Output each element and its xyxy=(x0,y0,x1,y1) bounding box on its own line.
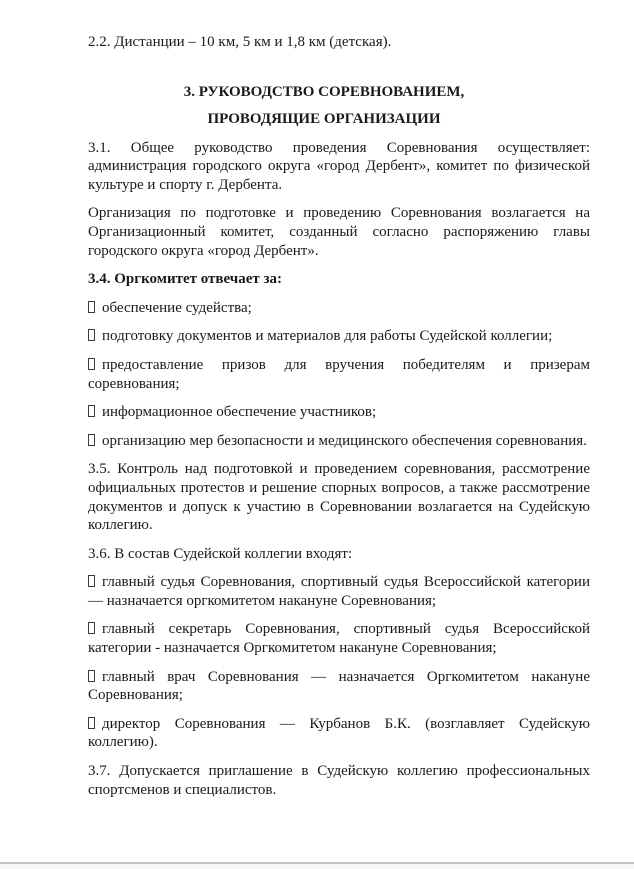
page-break-gap xyxy=(0,864,634,869)
paragraph-3-6: 3.6. В состав Судейской коллегии входят: xyxy=(88,545,353,562)
bullet-item xyxy=(88,356,590,393)
section-heading-line1: 3. РУКОВОДСТВО СОРЕВНОВАНИЕМ, xyxy=(183,83,465,100)
bullet-item xyxy=(88,432,590,451)
missing-glyph-box-icon xyxy=(88,329,95,341)
bullet-item-text: главный судья Соревнования, спортивный судья Всероссийской категории — назначается оргкомитетом накануне Соревнования; xyxy=(88,574,590,609)
bullet-item-text: главный врач Соревнования — назначается Оргкомитетом накануне Соревнования; xyxy=(88,668,590,704)
missing-glyph-box-icon xyxy=(88,434,95,446)
paragraph-3-5: 3.5. Контроль над подготовкой и проведением соревнования, рассмотрение официальных протестов и решение спорных вопросов, а также рассмотрение документов и допуск к участию в Соревновании возлагается на Судейскую коллегию. xyxy=(88,461,590,534)
bullet-item xyxy=(88,573,590,610)
bullet-item xyxy=(88,668,590,705)
bullet-item-text: обеспечение судейства; xyxy=(102,299,252,316)
bullet-item xyxy=(88,620,590,657)
missing-glyph-box-icon xyxy=(88,301,95,313)
missing-glyph-box-icon xyxy=(88,717,95,729)
bullet-item-text: предоставление призов для вручения победителям и призерам соревнования; xyxy=(88,356,590,392)
section-heading-line2: ПРОВОДЯЩИЕ ОРГАНИЗАЦИИ xyxy=(207,110,441,127)
bullet-list-3-6 xyxy=(88,573,590,752)
bullet-item xyxy=(88,403,590,422)
bullet-item-text: информационное обеспечение участников; xyxy=(102,404,377,421)
bullet-item-text: главный секретарь Соревнования, спортивный судья Всероссийской категории - назначается Оргкомитетом накануне Соревнования; xyxy=(88,621,590,657)
document-content xyxy=(88,33,590,809)
bullet-item xyxy=(88,715,590,752)
missing-glyph-box-icon xyxy=(88,575,95,587)
bullet-list-3-4 xyxy=(88,299,590,451)
paragraph-3-1: 3.1. Общее руководство проведения Соревнования осуществляет: администрация городского округа «город Дербент», комитет по физической культуре и спорту г. Дербента. xyxy=(88,139,590,193)
missing-glyph-box-icon xyxy=(88,358,95,370)
paragraph-orgkomitet: Организация по подготовке и проведению Соревнования возлагается на Организационный комитет, созданный согласно распоряжению главы городского округа «город Дербент». xyxy=(88,205,590,259)
bullet-item-text: организацию мер безопасности и медицинского обеспечения соревнования. xyxy=(102,432,587,449)
bullet-item xyxy=(88,299,590,318)
subheading-3-4: 3.4. Оргкомитет отвечает за: xyxy=(88,271,283,288)
paragraph-3-7: 3.7. Допускается приглашение в Судейскую коллегию профессиональных спортсменов и специалистов. xyxy=(88,763,590,798)
missing-glyph-box-icon xyxy=(88,670,95,682)
bullet-item xyxy=(88,327,590,346)
paragraph-distances: 2.2. Дистанции – 10 км, 5 км и 1,8 км (детская). xyxy=(88,34,392,50)
bullet-item-text: директор Соревнования — Курбанов Б.К. (возглавляет Судейскую коллегию). xyxy=(88,715,590,751)
bullet-item-text: подготовку документов и материалов для работы Судейской коллегии; xyxy=(102,328,553,345)
missing-glyph-box-icon xyxy=(88,622,95,634)
missing-glyph-box-icon xyxy=(88,405,95,417)
